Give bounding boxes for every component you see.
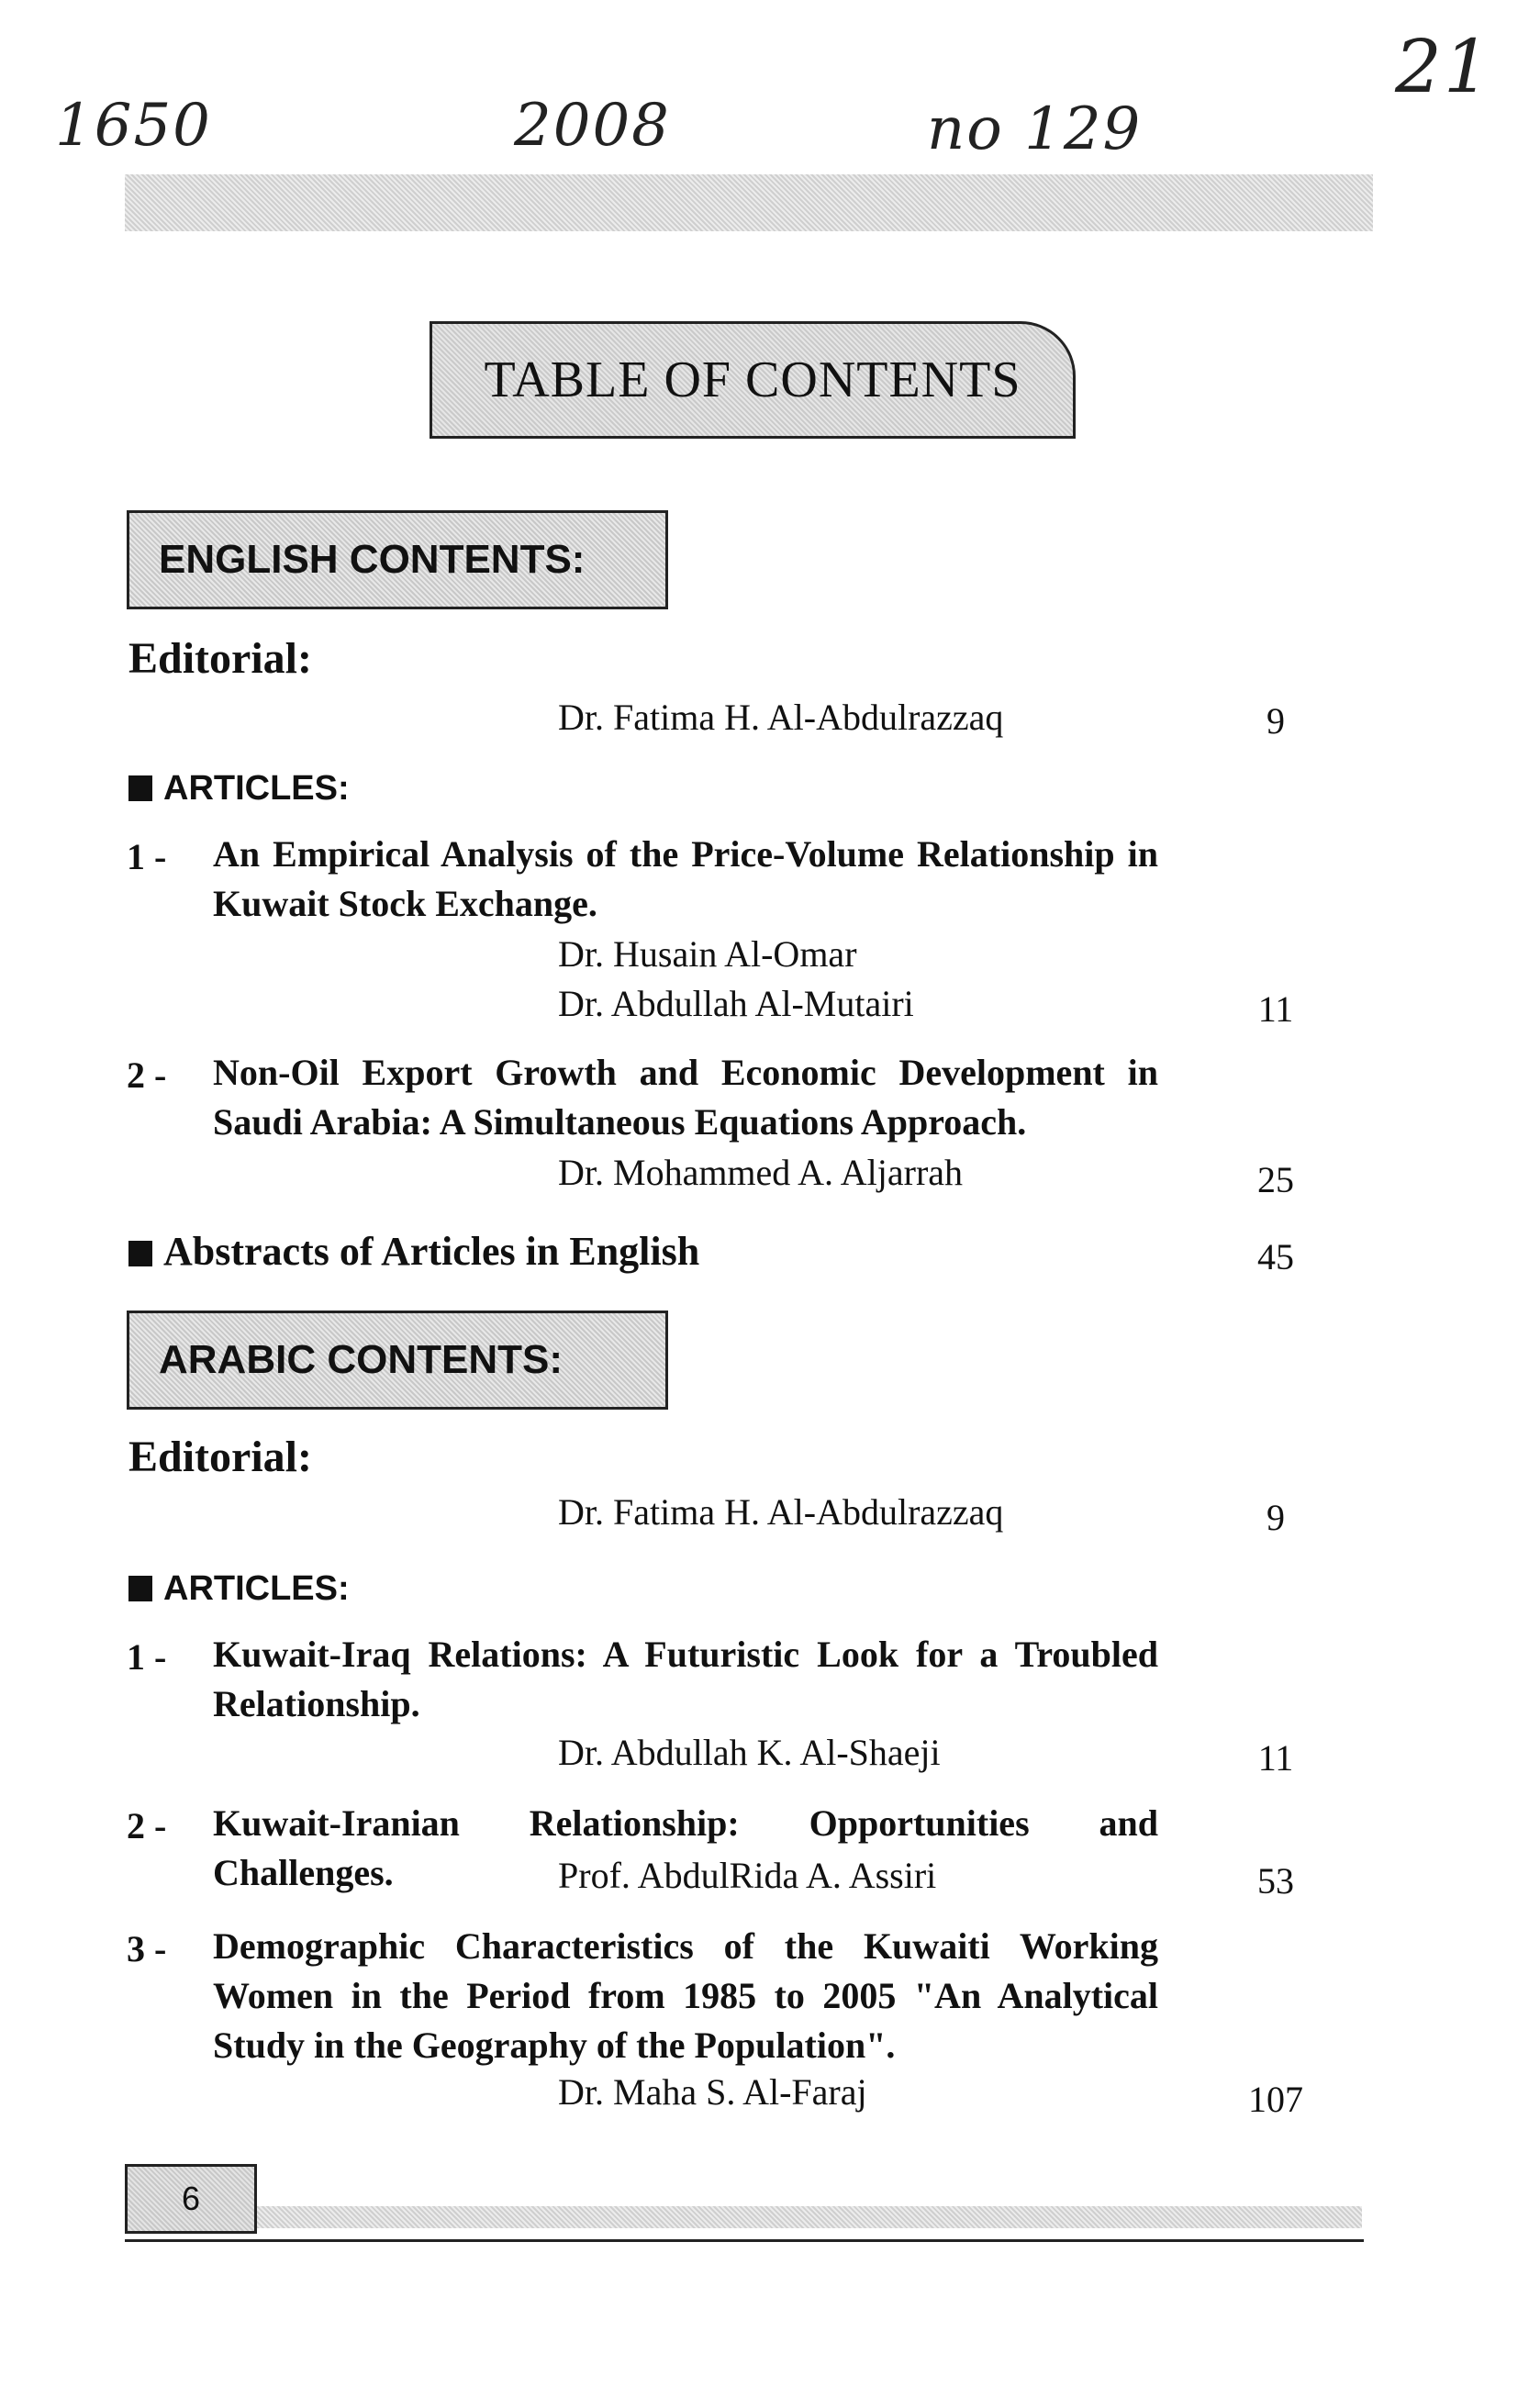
english-article-2-author-1: Dr. Mohammed A. Aljarrah <box>558 1152 964 1193</box>
page-title: TABLE OF CONTENTS <box>484 351 1021 408</box>
handwritten-corner-number: 21 <box>1395 24 1492 109</box>
english-article-2-title: Non-Oil Export Growth and Economic Development in Saudi Arabia: A Simultaneous Equations Approach. <box>213 1052 1158 1143</box>
handwritten-note-number: no 129 <box>927 95 1143 163</box>
arabic-article-2-page: 53 <box>1257 1860 1294 1902</box>
bullet-square-icon <box>128 1576 152 1601</box>
arabic-article-1-title: Kuwait-Iraq Relations: A Futuristic Look for a Troubled Relationship. <box>213 1634 1158 1724</box>
page-number-box <box>125 2164 257 2234</box>
english-articles-label: ARTICLES: <box>128 769 350 809</box>
english-editorial-page: 9 <box>1267 700 1285 742</box>
arabic-article-2-author-1: Prof. AbdulRida A. Assiri <box>558 1855 937 1896</box>
arabic-editorial-author: Dr. Fatima H. Al-Abdulrazzaq <box>558 1491 1004 1533</box>
english-editorial-label: Editorial: <box>128 634 312 683</box>
arabic-editorial-label: Editorial: <box>128 1433 312 1481</box>
arabic-contents-heading-box <box>127 1311 668 1410</box>
arabic-articles-label: ARTICLES: <box>128 1569 350 1609</box>
english-article-2-page: 25 <box>1257 1159 1294 1200</box>
english-contents-heading: ENGLISH CONTENTS: <box>159 537 586 582</box>
arabic-article-1-author-1: Dr. Abdullah K. Al-Shaeji <box>558 1732 941 1773</box>
toc-title-box <box>430 321 1076 439</box>
arabic-article-3-page: 107 <box>1248 2079 1303 2120</box>
arabic-article-3-title: Demographic Characteristics of the Kuwaiti Working Women in the Period from 1985 to 2005 "An Analytical Study in the Geography of the Population". <box>213 1925 1158 2066</box>
bullet-square-icon <box>128 1241 152 1266</box>
english-article-1-number: 1 - <box>127 836 167 877</box>
abstracts-in-english-page: 45 <box>1257 1236 1294 1277</box>
english-contents-heading-box <box>127 510 668 609</box>
arabic-article-1-page: 11 <box>1257 1737 1294 1779</box>
english-article-1-page: 11 <box>1257 988 1294 1030</box>
english-article-1-author-2: Dr. Abdullah Al-Mutairi <box>558 983 914 1024</box>
bullet-square-icon <box>128 775 152 801</box>
page-number: 6 <box>181 2180 201 2217</box>
footer-rule <box>125 2239 1364 2242</box>
arabic-article-3-number: 3 - <box>127 1928 167 1969</box>
arabic-article-3-author-1: Dr. Maha S. Al-Faraj <box>558 2071 867 2113</box>
english-article-1-title: An Empirical Analysis of the Price-Volume Relationship in Kuwait Stock Exchange. <box>213 833 1158 924</box>
arabic-article-2-number: 2 - <box>127 1805 167 1846</box>
footer-band <box>257 2206 1362 2228</box>
handwritten-note-1650: 1650 <box>55 92 212 160</box>
english-editorial-author: Dr. Fatima H. Al-Abdulrazzaq <box>558 697 1004 738</box>
english-article-1-author-1: Dr. Husain Al-Omar <box>558 933 857 975</box>
header-band <box>125 174 1373 231</box>
arabic-article-1-number: 1 - <box>127 1636 167 1678</box>
handwritten-note-2008: 2008 <box>514 92 671 160</box>
arabic-editorial-page: 9 <box>1267 1497 1285 1538</box>
arabic-contents-heading: ARABIC CONTENTS: <box>159 1337 563 1382</box>
abstracts-in-english-label: Abstracts of Articles in English <box>128 1228 699 1275</box>
english-article-2-number: 2 - <box>127 1054 167 1096</box>
arabic-article-2-title: Kuwait-Iranian Relationship: Opportunities and Challenges. <box>213 1802 1158 1893</box>
